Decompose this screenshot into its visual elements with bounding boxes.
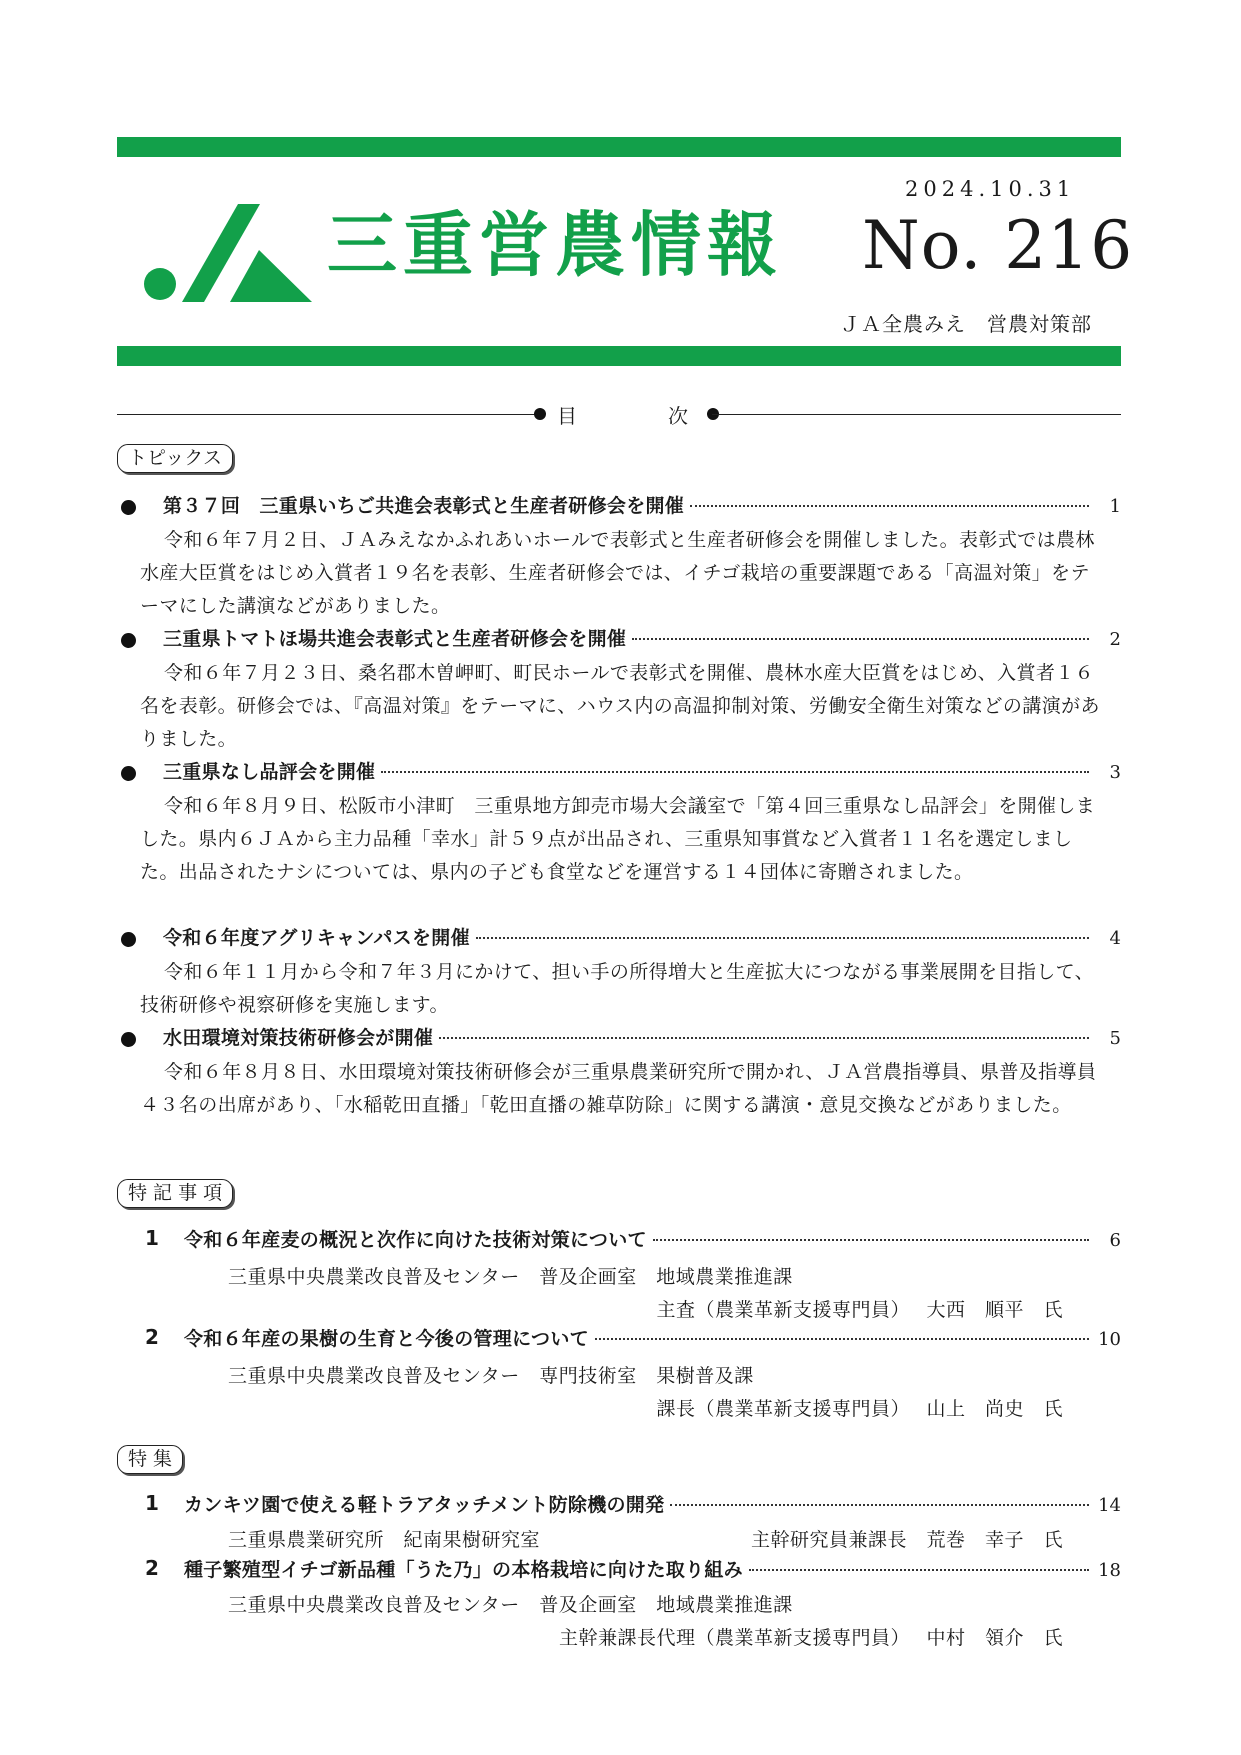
entry-title: 令和６年産麦の概況と次作に向けた技術対策について [184, 1229, 647, 1251]
page-number: 14 [1098, 1495, 1121, 1516]
entry-number: 2 [145, 1325, 159, 1349]
entry-summary: 令和６年７月２日、ＪＡみえなかふれあいホールで表彰式と生産者研修会を開催しました。表彰式では農林水産大臣賞をはじめ入賞者１９名を表彰、生産者研修会では、イチゴ栽培の重要課題である「高温対策」をテーマにした講演などがありました。 [140, 529, 1095, 617]
page-number: 10 [1098, 1329, 1121, 1350]
toc-entry[interactable] [163, 491, 1121, 521]
page-number: 2 [1109, 629, 1121, 650]
entry-title: 三重県なし品評会を開催 [163, 761, 376, 783]
entry-title: カンキツ園で使える軽トラアタッチメント防除機の開発 [184, 1494, 665, 1516]
bullet-icon [121, 766, 136, 781]
entry-summary: 令和６年７月２３日、桑名郡木曽岬町、町民ホールで表彰式を開催、農林水産大臣賞をはじめ、入賞者１６名を表彰。研修会では、『高温対策』をテーマに、ハウス内の高温抑制対策、労働安全衛生対策などの講演がありました。 [140, 662, 1100, 750]
toc-entry[interactable] [163, 923, 1121, 953]
entry-title: 令和６年度アグリキャンパスを開催 [163, 927, 470, 949]
toc-entry[interactable] [184, 1555, 1121, 1585]
toc-entry[interactable] [184, 1225, 1121, 1255]
section-label-special: 特 記 事 項 [117, 1179, 233, 1208]
dot-leader [690, 505, 1089, 507]
author-affiliation: 三重県中央農業改良普及センター 普及企画室 地域農業推進課 [228, 1266, 793, 1288]
header-top-bar [117, 137, 1121, 157]
dot-leader [670, 1504, 1089, 1506]
entry-summary: 令和６年８月８日、水田環境対策技術研修会が三重県農業研究所で開かれ、ＪＡ営農指導員、県普及指導員４３名の出席があり、「水稲乾田直播」「乾田直播の雑草防除」に関する講演・意見交換などがありました。 [140, 1061, 1097, 1116]
dot-leader [749, 1569, 1089, 1571]
dot-leader [476, 937, 1089, 939]
page-number: 4 [1109, 928, 1121, 949]
entry-number: 2 [145, 1556, 159, 1580]
publisher-organization: ＪＡ全農みえ 営農対策部 [840, 312, 1092, 336]
toc-heading: 目 [557, 404, 577, 428]
author-affiliation: 三重県中央農業改良普及センター 普及企画室 地域農業推進課 [228, 1594, 793, 1616]
dot-leader [595, 1338, 1089, 1340]
ja-logo-icon [142, 204, 314, 304]
entry-number: 1 [145, 1226, 159, 1250]
entry-title: 水田環境対策技術研修会が開催 [163, 1027, 434, 1049]
bullet-icon [121, 633, 136, 648]
author-name: 主査（農業革新支援専門員） 大西 順平 氏 [656, 1299, 1063, 1321]
toc-entry[interactable] [163, 757, 1121, 787]
toc-entry[interactable] [184, 1490, 1121, 1520]
page-number: 5 [1109, 1028, 1121, 1049]
toc-entry[interactable] [163, 1023, 1121, 1053]
entry-title: 令和６年産の果樹の生育と今後の管理について [184, 1328, 589, 1350]
entry-title: 種子繁殖型イチゴ新品種「うた乃」の本格栽培に向けた取り組み [184, 1559, 743, 1581]
toc-rule-left [117, 414, 537, 415]
page-number: 6 [1109, 1230, 1121, 1251]
author-name: 主幹研究員兼課長 荒巻 幸子 氏 [750, 1529, 1063, 1551]
page-number: 3 [1109, 762, 1121, 783]
toc-rule-right [712, 414, 1121, 415]
dot-leader [439, 1037, 1089, 1039]
entry-summary: 令和６年１１月から令和７年３月にかけて、担い手の所得増大と生産拡大につながる事業展開を目指して、技術研修や視察研修を実施します。 [140, 961, 1095, 1016]
entry-title: 三重県トマトほ場共進会表彰式と生産者研修会を開催 [163, 628, 627, 650]
bullet-icon [121, 1032, 136, 1047]
dot-leader [632, 638, 1089, 640]
page-number: 18 [1098, 1560, 1121, 1581]
author-affiliation: 三重県中央農業改良普及センター 専門技術室 果樹普及課 [228, 1365, 754, 1387]
entry-title: 第３７回 三重県いちご共進会表彰式と生産者研修会を開催 [163, 495, 685, 517]
section-label-topics: トピックス [117, 444, 233, 473]
author-name: 課長（農業革新支援専門員） 山上 尚史 氏 [656, 1398, 1063, 1420]
toc-entry[interactable] [163, 624, 1121, 654]
toc-dot-left [534, 408, 546, 420]
entry-summary: 令和６年８月９日、松阪市小津町 三重県地方卸売市場大会議室で「第４回三重県なし品評会」を開催しました。県内６ＪＡから主力品種「幸水」計５９点が出品され、三重県知事賞など入賞者１１名を選定しました。出品されたナシについては、県内の子ども食堂などを運営する１４団体に寄贈されました。 [140, 795, 1096, 883]
author-name: 主幹兼課長代理（農業革新支援専門員） 中村 領介 氏 [558, 1627, 1063, 1649]
header-bottom-bar [117, 346, 1121, 366]
toc-heading: 次 [668, 404, 688, 428]
bullet-icon [121, 500, 136, 515]
page-number: 1 [1109, 496, 1121, 517]
publication-title: 三重営農情報 [327, 204, 783, 286]
issue-number: No. 216 [862, 207, 1134, 284]
entry-number: 1 [145, 1491, 159, 1515]
dot-leader [653, 1239, 1089, 1241]
dot-leader [381, 771, 1089, 773]
section-label-feature: 特 集 [117, 1445, 183, 1474]
bullet-icon [121, 932, 136, 947]
author-affiliation: 三重県農業研究所 紀南果樹研究室 [228, 1529, 541, 1551]
toc-entry[interactable] [184, 1324, 1121, 1354]
publication-date: 2024.10.31 [905, 177, 1076, 201]
